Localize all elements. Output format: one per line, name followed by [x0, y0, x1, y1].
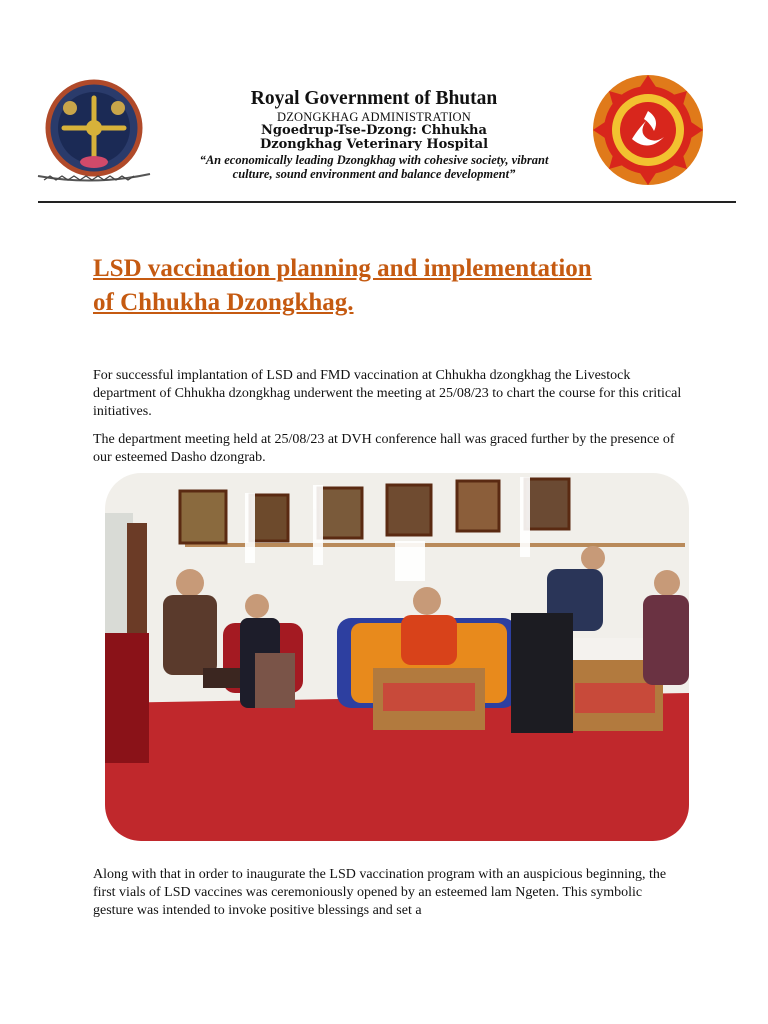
paragraph-2: The department meeting held at 25/08/23 at DVH conference hall was graced further by the presence of our esteemed Dasho dzongrab.: [93, 432, 675, 465]
motto-line-2: culture, sound environment and balance development”: [232, 166, 516, 181]
hospital-name: Dzongkhag Veterinary Hospital: [259, 137, 489, 153]
header-divider: [38, 201, 736, 203]
letterhead: [160, 88, 588, 181]
motto-line-1: “An economically leading Dzongkhag with cohesive society, vibrant: [199, 152, 549, 167]
paragraph-1: For successful implantation of LSD and FMD vaccination at Chhukha dzongkhag the Livestock department of Chhukha dzongkhag underwent the meeting at 25/08/23 to chart the course for this critical initiatives.: [93, 368, 682, 419]
meeting-photo: [105, 473, 689, 841]
article-title-line-2: of Chhukha Dzongkhag.: [93, 289, 354, 316]
paragraph-3: Along with that in order to inaugurate the LSD vaccination program with an auspicious beginning, the first vials of LSD vaccines was ceremoniously opened by an esteemed lam Ngeten. This symbolic gesture was intended to invoke positive blessings and set a: [93, 867, 667, 918]
government-title: Royal Government of Bhutan: [250, 88, 498, 109]
national-emblem-icon: [30, 78, 158, 186]
dzongkhag-logo-icon: [590, 73, 706, 187]
administration-label: DZONGKHAG ADMINISTRATION: [276, 109, 472, 124]
dzongkhag-name: Ngoedrup-Tse-Dzong: Chhukha: [261, 122, 487, 138]
article-title-line-1: LSD vaccination planning and implementation: [93, 255, 592, 282]
article-title: [93, 252, 693, 320]
